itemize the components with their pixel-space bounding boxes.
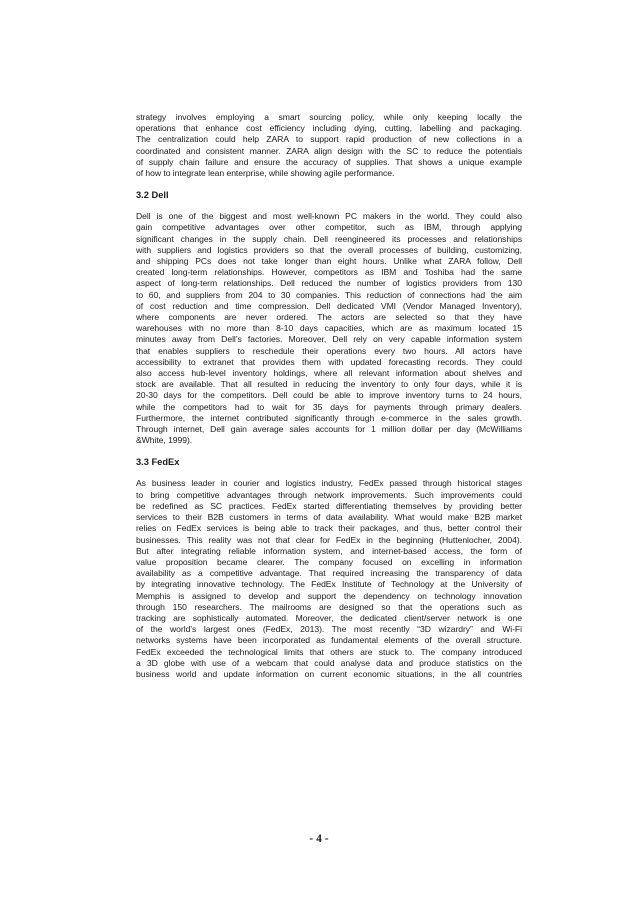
text-line: warehouses with no more than 8-10 days capacities, which are as maximum located 15 (136, 323, 522, 334)
text-line: significant changes in the supply chain. Dell reengineered its processes and relationships (136, 233, 522, 244)
text-line: accessibility to extranet that provides them with updated forecasting records. They could (136, 356, 522, 367)
text-line: As business leader in courier and logistics industry, FedEx passed through historical stages (136, 478, 522, 489)
text-line: business world and update information on current economic situations, in the all countries (136, 668, 522, 679)
text-line: to bring competitive advantages through network improvements. Such improvements could (136, 489, 522, 500)
page-body (136, 112, 522, 680)
text-line: by integrating innovative technology. The FedEx Institute of Technology at the University of (136, 579, 522, 590)
text-line: also access hub-level inventory holdings, where all relevant information about shelves and (136, 368, 522, 379)
text-line: Dell is one of the biggest and most well-known PC makers in the world. They could also (136, 211, 522, 222)
text-line: relies on FedEx services is being able to track their packages, and thus, better control their (136, 523, 522, 534)
text-line: stock are available. That all resulted in reducing the inventory to only four days, while it is (136, 379, 522, 390)
text-line: gain competitive advantages over other competitor, such as IBM, through applying (136, 222, 522, 233)
text-line: with suppliers and logistics providers so that the overall processes of building, customizing, (136, 244, 522, 255)
text-line: and shipping PCs does not take longer than eight hours. Unlike what ZARA follow, Dell (136, 256, 522, 267)
text-line: to 60, and suppliers from 204 to 30 companies. This reduction of connections had the aim (136, 289, 522, 300)
text-line: businesses. This reality was not that clear for FedEx in the beginning (Huttenlocher, 2004). (136, 534, 522, 545)
text-line: be redefined as SC practices. FedEx started differentiating themselves by providing better (136, 500, 522, 511)
text-line: Furthermore, the internet contributed significantly through e-commerce in the sales growth. (136, 412, 522, 423)
text-line: strategy involves employing a smart sourcing policy, while only keeping locally the (136, 112, 522, 122)
text-line: minutes away from Dell’s factories. Moreover, Dell rely on very capable information system (136, 334, 522, 345)
text-line: operations that enhance cost efficiency including dying, cutting, labelling and packaging. (136, 123, 522, 134)
text-line: Through internet, Dell gain average sales accounts for 1 million dollar per day (McWilliams (136, 424, 522, 435)
text-line: services to their B2B customers in terms of data availability. What would make B2B market (136, 512, 522, 523)
text-line: while the competitors had to wait for 35 days for payments through primary dealers. (136, 401, 522, 412)
text-line: But after integrating reliable information system, and internet-based access, the form of (136, 545, 522, 556)
text-line: FedEx exceeded the technological limits that others are stuck to. The company introduced (136, 646, 522, 657)
text-line: where components are never ordered. The actors are selected so that they have (136, 312, 522, 323)
text-line: of supply chain failure and ensure the accuracy of supplies. That shows a unique example (136, 156, 522, 167)
section-heading-dell: 3.2 Dell (136, 190, 169, 201)
text-line: value proposition became clearer. The company focused on excelling in information (136, 556, 522, 567)
text-line: 20-30 days for the competitors. Dell could be able to improve inventory turns to 24 hours, (136, 390, 522, 401)
page-number: - 4 - (309, 833, 329, 845)
text-line: of cost reduction and time compression. Dell dedicated VMI (Vendor Managed Inventory), (136, 300, 522, 311)
text-line: tracking are sophistically automated. Moreover, the dedicated client/server network is one (136, 612, 522, 623)
text-line: that enables suppliers to reschedule their operations every two hours. All actors have (136, 345, 522, 356)
text-line: of the world’s largest ones (FedEx, 2013). The most recently “3D wizardry” and Wi-Fi (136, 624, 522, 635)
text-line: coordinated and consistent manner. ZARA align design with the SC to reduce the potentials (136, 145, 522, 156)
text-line: The centralization could help ZARA to support rapid production of new collections in a (136, 134, 522, 145)
text-line: &White, 1999). (136, 435, 193, 446)
text-line: created long-term relationships. However, competitors as IBM and Toshiba had the same (136, 267, 522, 278)
text-line: a 3D globe with use of a webcam that could analyse data and produce statistics on the (136, 657, 522, 668)
text-line: of how to integrate lean enterprise, while showing agile performance. (136, 168, 395, 179)
intro-paragraph (136, 112, 522, 179)
text-line: through 150 researchers. The mailrooms are designed so that the operations such as (136, 601, 522, 612)
text-line: availability as a competitive advantage. That required increasing the transparency of data (136, 568, 522, 579)
text-line: networks systems have been incorporated as fundamental elements of the overall structure. (136, 635, 522, 646)
text-line: Memphis is assigned to develop and support the dependency on technology innovation (136, 590, 522, 601)
dell-paragraph (136, 211, 522, 446)
text-line: aspect of long-term relationships. Dell reduced the number of logistics providers from 130 (136, 278, 522, 289)
section-heading-fedex: 3.3 FedEx (136, 457, 180, 468)
fedex-paragraph (136, 478, 522, 680)
